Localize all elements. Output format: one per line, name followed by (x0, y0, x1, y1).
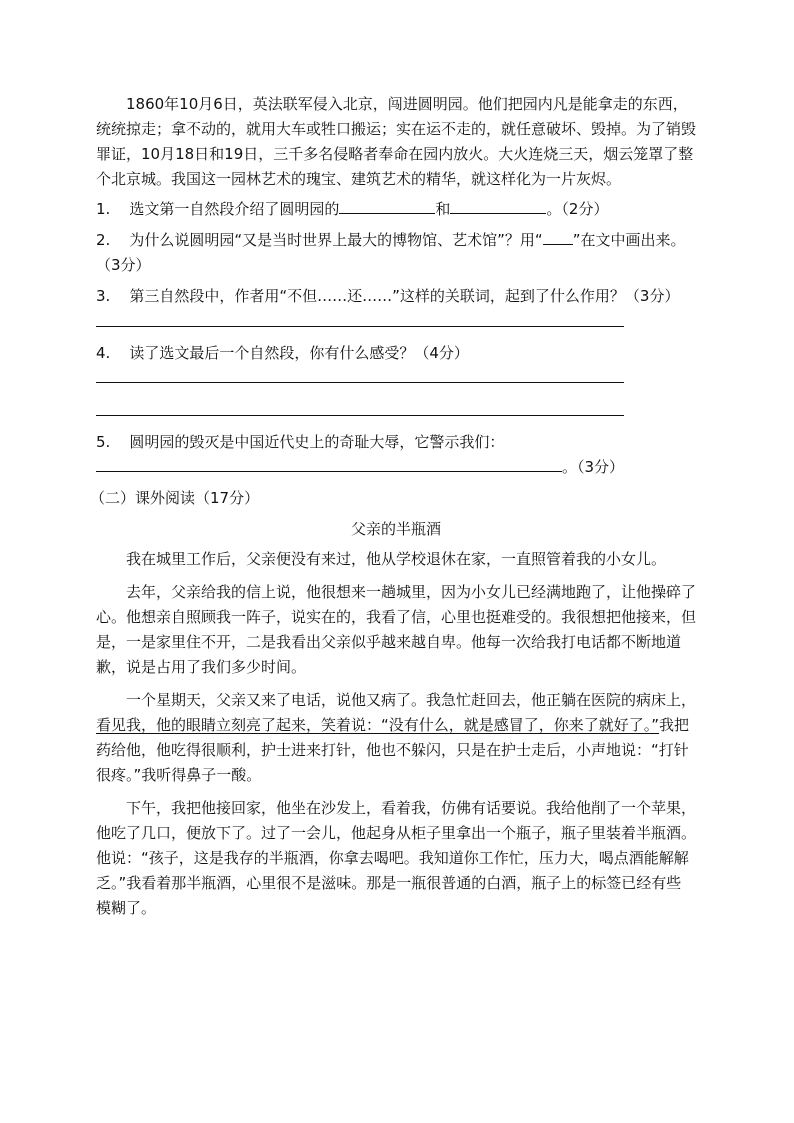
answer-blank[interactable] (96, 455, 562, 472)
underline-symbol (543, 228, 573, 245)
question-text: 读了选文最后一个自然段，你有什么感受？（4分） (129, 344, 469, 362)
answer-line[interactable] (96, 326, 624, 327)
question-text: 圆明园的毁灭是中国近代史上的奇耻大辱，它警示我们： (129, 433, 505, 451)
question-number: 3. (96, 287, 111, 305)
paragraph-text: 一个星期天，父亲又来了电话，说他又病了。我急忙赶回去，他正躺在医院的病床上， (126, 691, 697, 709)
worksheet-page (90, 92, 697, 921)
answer-blank[interactable] (450, 197, 546, 214)
question-4 (96, 341, 696, 366)
article-paragraph: 我在城里工作后，父亲便没有来过，他从学校退休在家，一直照管着我的小女儿。 (126, 550, 667, 568)
question-text: 为什么说圆明园“又是当时世界上最大的博物馆、艺术馆”？用“ (129, 231, 543, 249)
question-5-answer-row (96, 455, 696, 480)
section-heading: （二）课外阅读（17分） (90, 489, 260, 507)
article-title: 父亲的半瓶酒 (350, 520, 441, 538)
question-text: 和 (435, 200, 451, 218)
answer-line[interactable] (96, 415, 624, 416)
question-number: 1. (96, 200, 111, 218)
question-3 (96, 284, 696, 309)
question-1 (96, 197, 696, 222)
question-number: 2. (96, 231, 111, 249)
article-paragraph: 去年，父亲给我的信上说，他很想来一趟城里，因为小女儿已经满地跑了，让他操碎了心。他想亲自照顾我一阵子，说实在的，我看了信，心里也挺难受的。我很想把他接来，但是，一是家里住不开，二是我看出父亲似乎越来越自卑。他每一次给我打电话都不断地道歉，说是占用了我们多少时间。 (96, 583, 697, 676)
question-text: 。（3分） (562, 458, 625, 476)
article-paragraph: 下午，我把他接回家，他坐在沙发上，看着我，仿佛有话要说。我给他削了一个苹果，他吃了几口，便放下了。过了一会儿，他起身从柜子里拿出一个瓶子，瓶子里装着半瓶酒。他说：“孩子，这是我存的半瓶酒，你拿去喝吧。我知道你工作忙，压力大，喝点酒能解解乏。”我看着那半瓶酒，心里很不是滋味。那是一瓶很普通的白酒，瓶子上的标签已经有些模糊了。 (96, 799, 697, 917)
article-paragraph (96, 688, 696, 788)
answer-blank[interactable] (339, 197, 435, 214)
answer-line[interactable] (96, 382, 624, 383)
question-text: 选文第一自然段介绍了圆明园的 (129, 200, 340, 218)
question-2 (96, 228, 696, 278)
paragraph-text: 我把药给他，他吃得很顺利，护士进来打针，他也不躲闪，只是在护士走后，小声地说：“打针很疼。”我听得鼻子一酸。 (96, 716, 690, 784)
question-number: 4. (96, 344, 111, 362)
question-text: 第三自然段中，作者用“不但……还……”这样的关联词，起到了什么作用？（3分） (129, 287, 680, 305)
question-text: 。（2分） (546, 200, 609, 218)
underlined-sentence: 看见我，他的眼睛立刻亮了起来，笑着说：“没有什么，就是感冒了，你来了就好了。” (96, 716, 660, 734)
question-text: ”在文中画出来。（3分） (96, 231, 686, 274)
passage-paragraph: 1860年10月6日，英法联军侵入北京，闯进圆明园。他们把园内凡是能拿走的东西，统统掠走；拿不动的，就用大车或牲口搬运；实在运不走的，就任意破坏、毁掉。为了销毁罪证，10月18日和19日，三千多名侵略者奉命在园内放火。大火连烧三天，烟云笼罩了整个北京城。我国这一园林艺术的瑰宝、建筑艺术的精华，就这样化为一片灰烬。 (96, 95, 697, 188)
question-number: 5. (96, 433, 111, 451)
question-5 (96, 430, 696, 455)
